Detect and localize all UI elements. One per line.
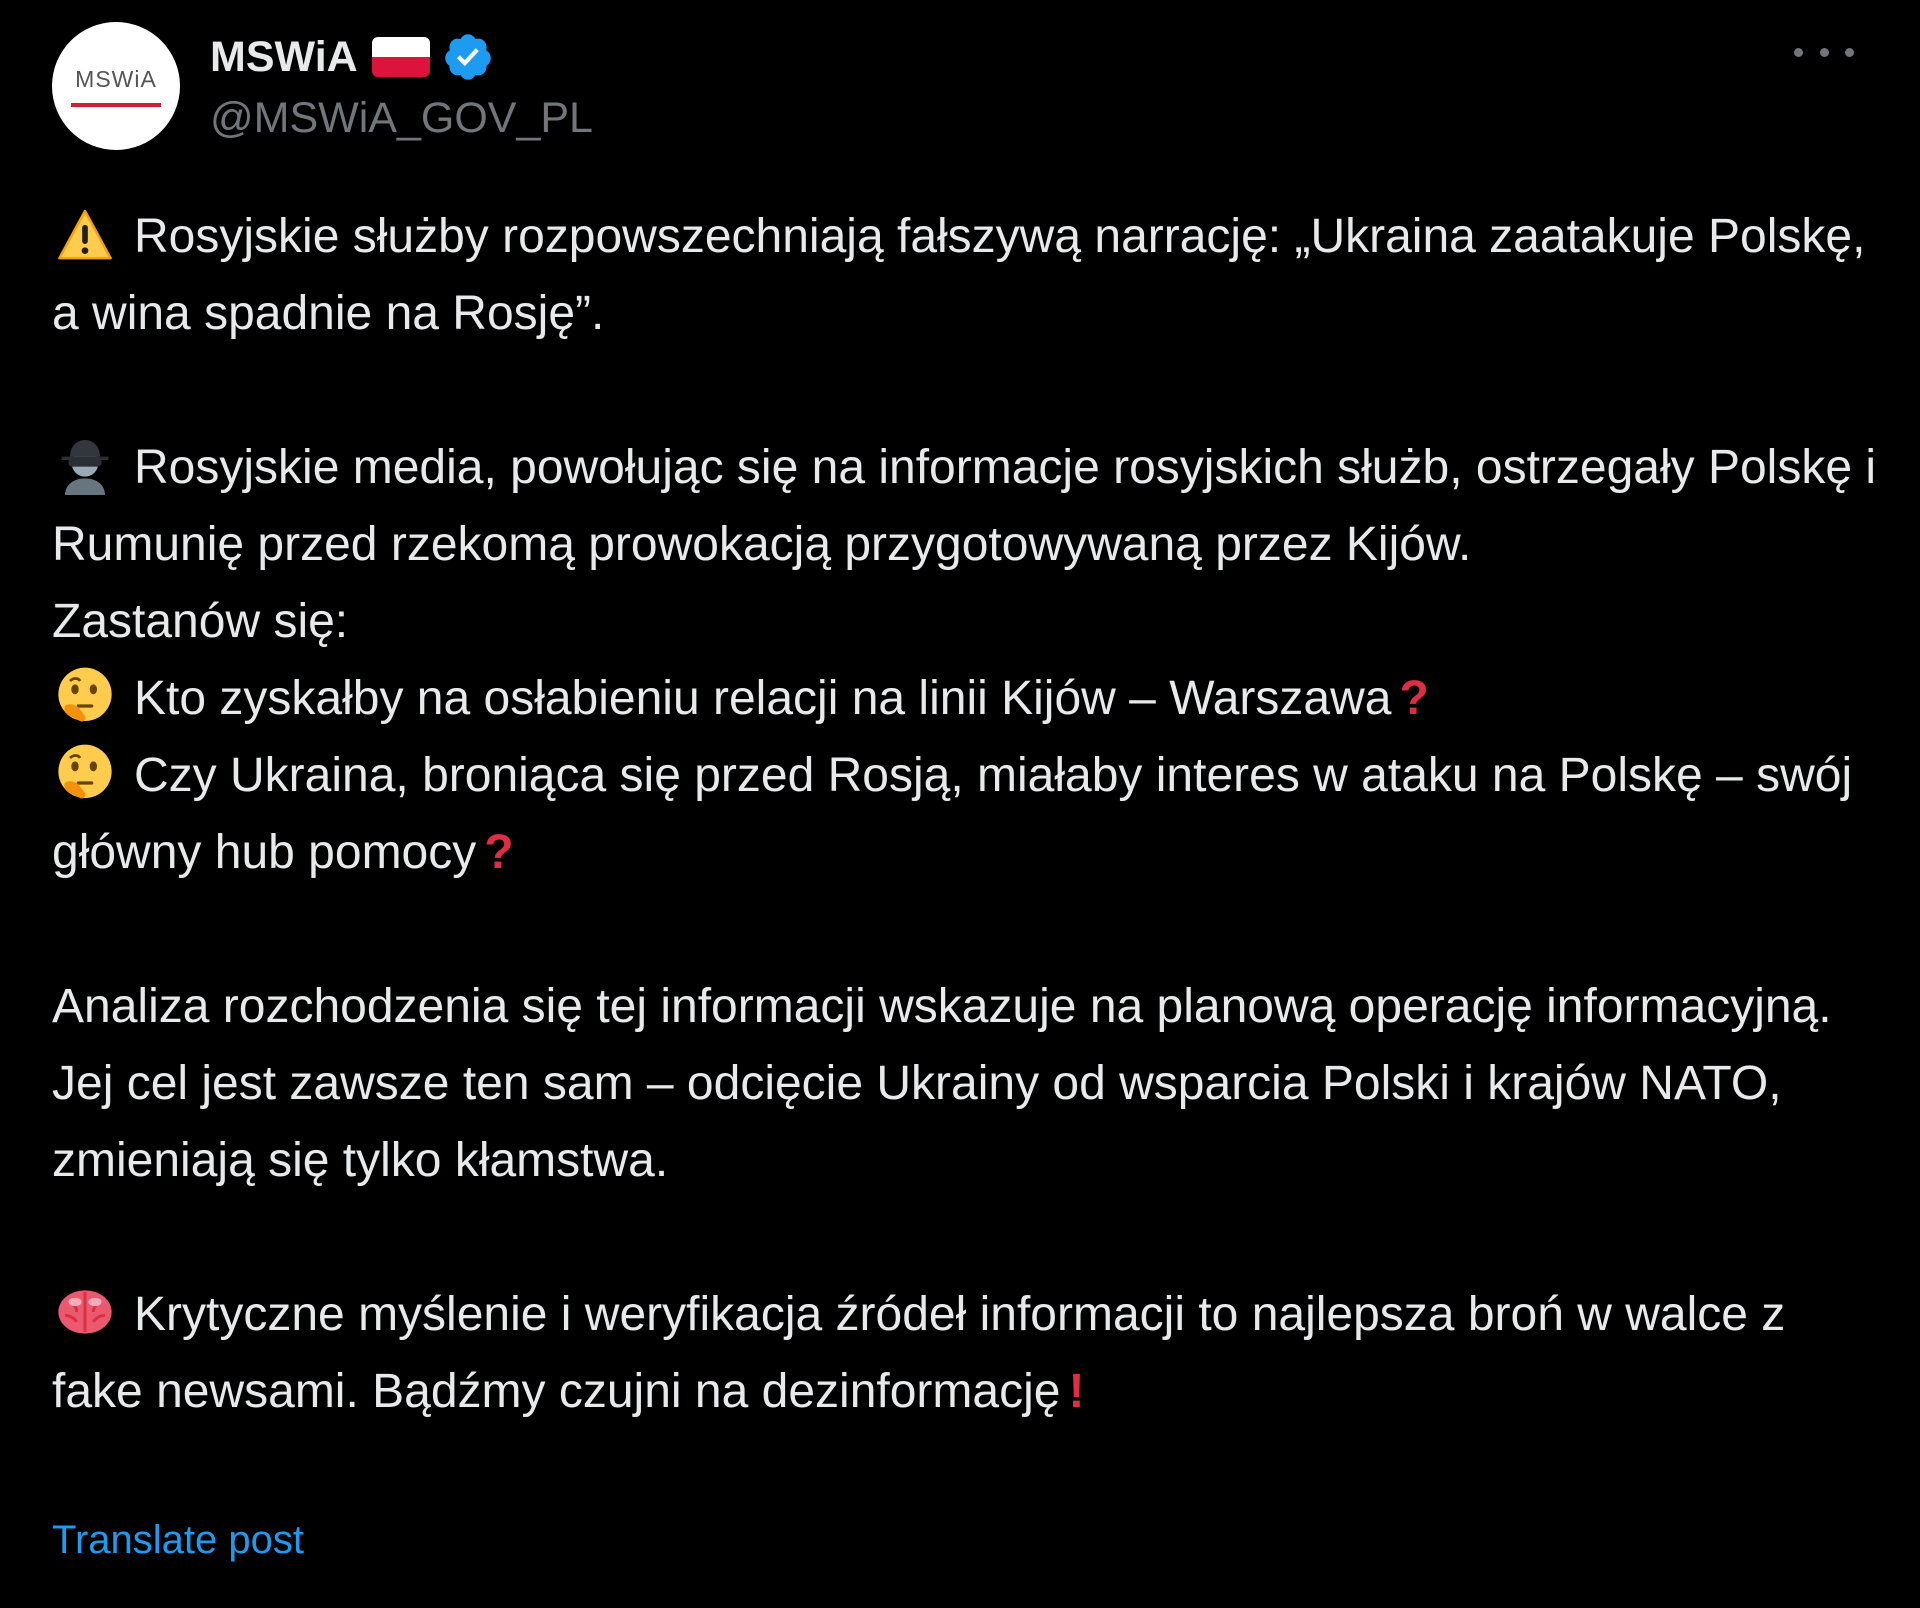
question-mark-icon: ? [1399,672,1429,725]
poland-flag-icon [372,37,430,77]
post-paragraph [52,1276,1882,1430]
brain-icon [52,1282,118,1342]
avatar-logo-text: MSWiA [75,66,157,92]
handle[interactable]: @MSWiA_GOV_PL [210,94,593,142]
paragraph-text: Analiza rozchodzenia się tej informacji wskazuje na planową operację informacyjną. Jej cel jest zawsze ten sam – odcięcie Ukrainy od wsparcia Polski i krajów NATO, zmieniają się tylko kłamstwa. [52,980,1832,1187]
paragraph-text: Rosyjskie media, powołując się na informacje rosyjskich służb, ostrzegały Polskę i Rumunię przed rzekomą prowokacją przygotowywaną przez Kijów. [52,441,1877,571]
thinking-face-icon [52,666,118,726]
paragraph-text: Zastanów się: [52,595,349,648]
verified-badge-icon[interactable] [442,31,494,83]
question-mark-icon: ? [484,826,514,879]
more-dot [1794,48,1803,57]
avatar[interactable] [52,22,180,150]
blank-line [52,891,1882,968]
blank-line [52,352,1882,429]
paragraph-text: Rosyjskie służby rozpowszechniają fałszywą narrację: „Ukraina zaatakuje Polskę, a wina spadnie na Rosję”. [52,210,1866,340]
question-text: Czy Ukraina, broniąca się przed Rosją, miałaby interes w ataku na Polskę – swój główny hub pomocy [52,749,1853,879]
exclamation-mark-icon: ! [1068,1365,1085,1418]
post-paragraph [52,198,1882,352]
post-paragraph [52,583,1882,660]
avatar-logo-stripe [71,103,161,107]
more-dot [1845,48,1854,57]
post-paragraph [52,429,1882,583]
post-paragraph [52,660,1882,737]
warning-icon [52,204,118,264]
more-options-icon[interactable] [1794,32,1854,72]
blank-line [52,1199,1882,1276]
thinking-face-icon [52,743,118,803]
name-row [210,28,494,86]
post-text [52,198,1882,1430]
spy-icon [52,435,118,495]
post-header [52,22,1872,152]
question-text: Kto zyskałby na osłabieniu relacji na linii Kijów – Warszawa [134,672,1392,725]
display-name[interactable]: MSWiA [210,32,358,81]
post-paragraph [52,737,1882,891]
post-paragraph [52,968,1882,1199]
more-dot [1820,48,1829,57]
paragraph-text: Krytyczne myślenie i weryfikacja źródeł informacji to najlepsza broń w walce z fake newsami. Bądźmy czujni na dezinformację [52,1288,1786,1418]
translate-post-link[interactable]: Translate post [52,1518,304,1562]
